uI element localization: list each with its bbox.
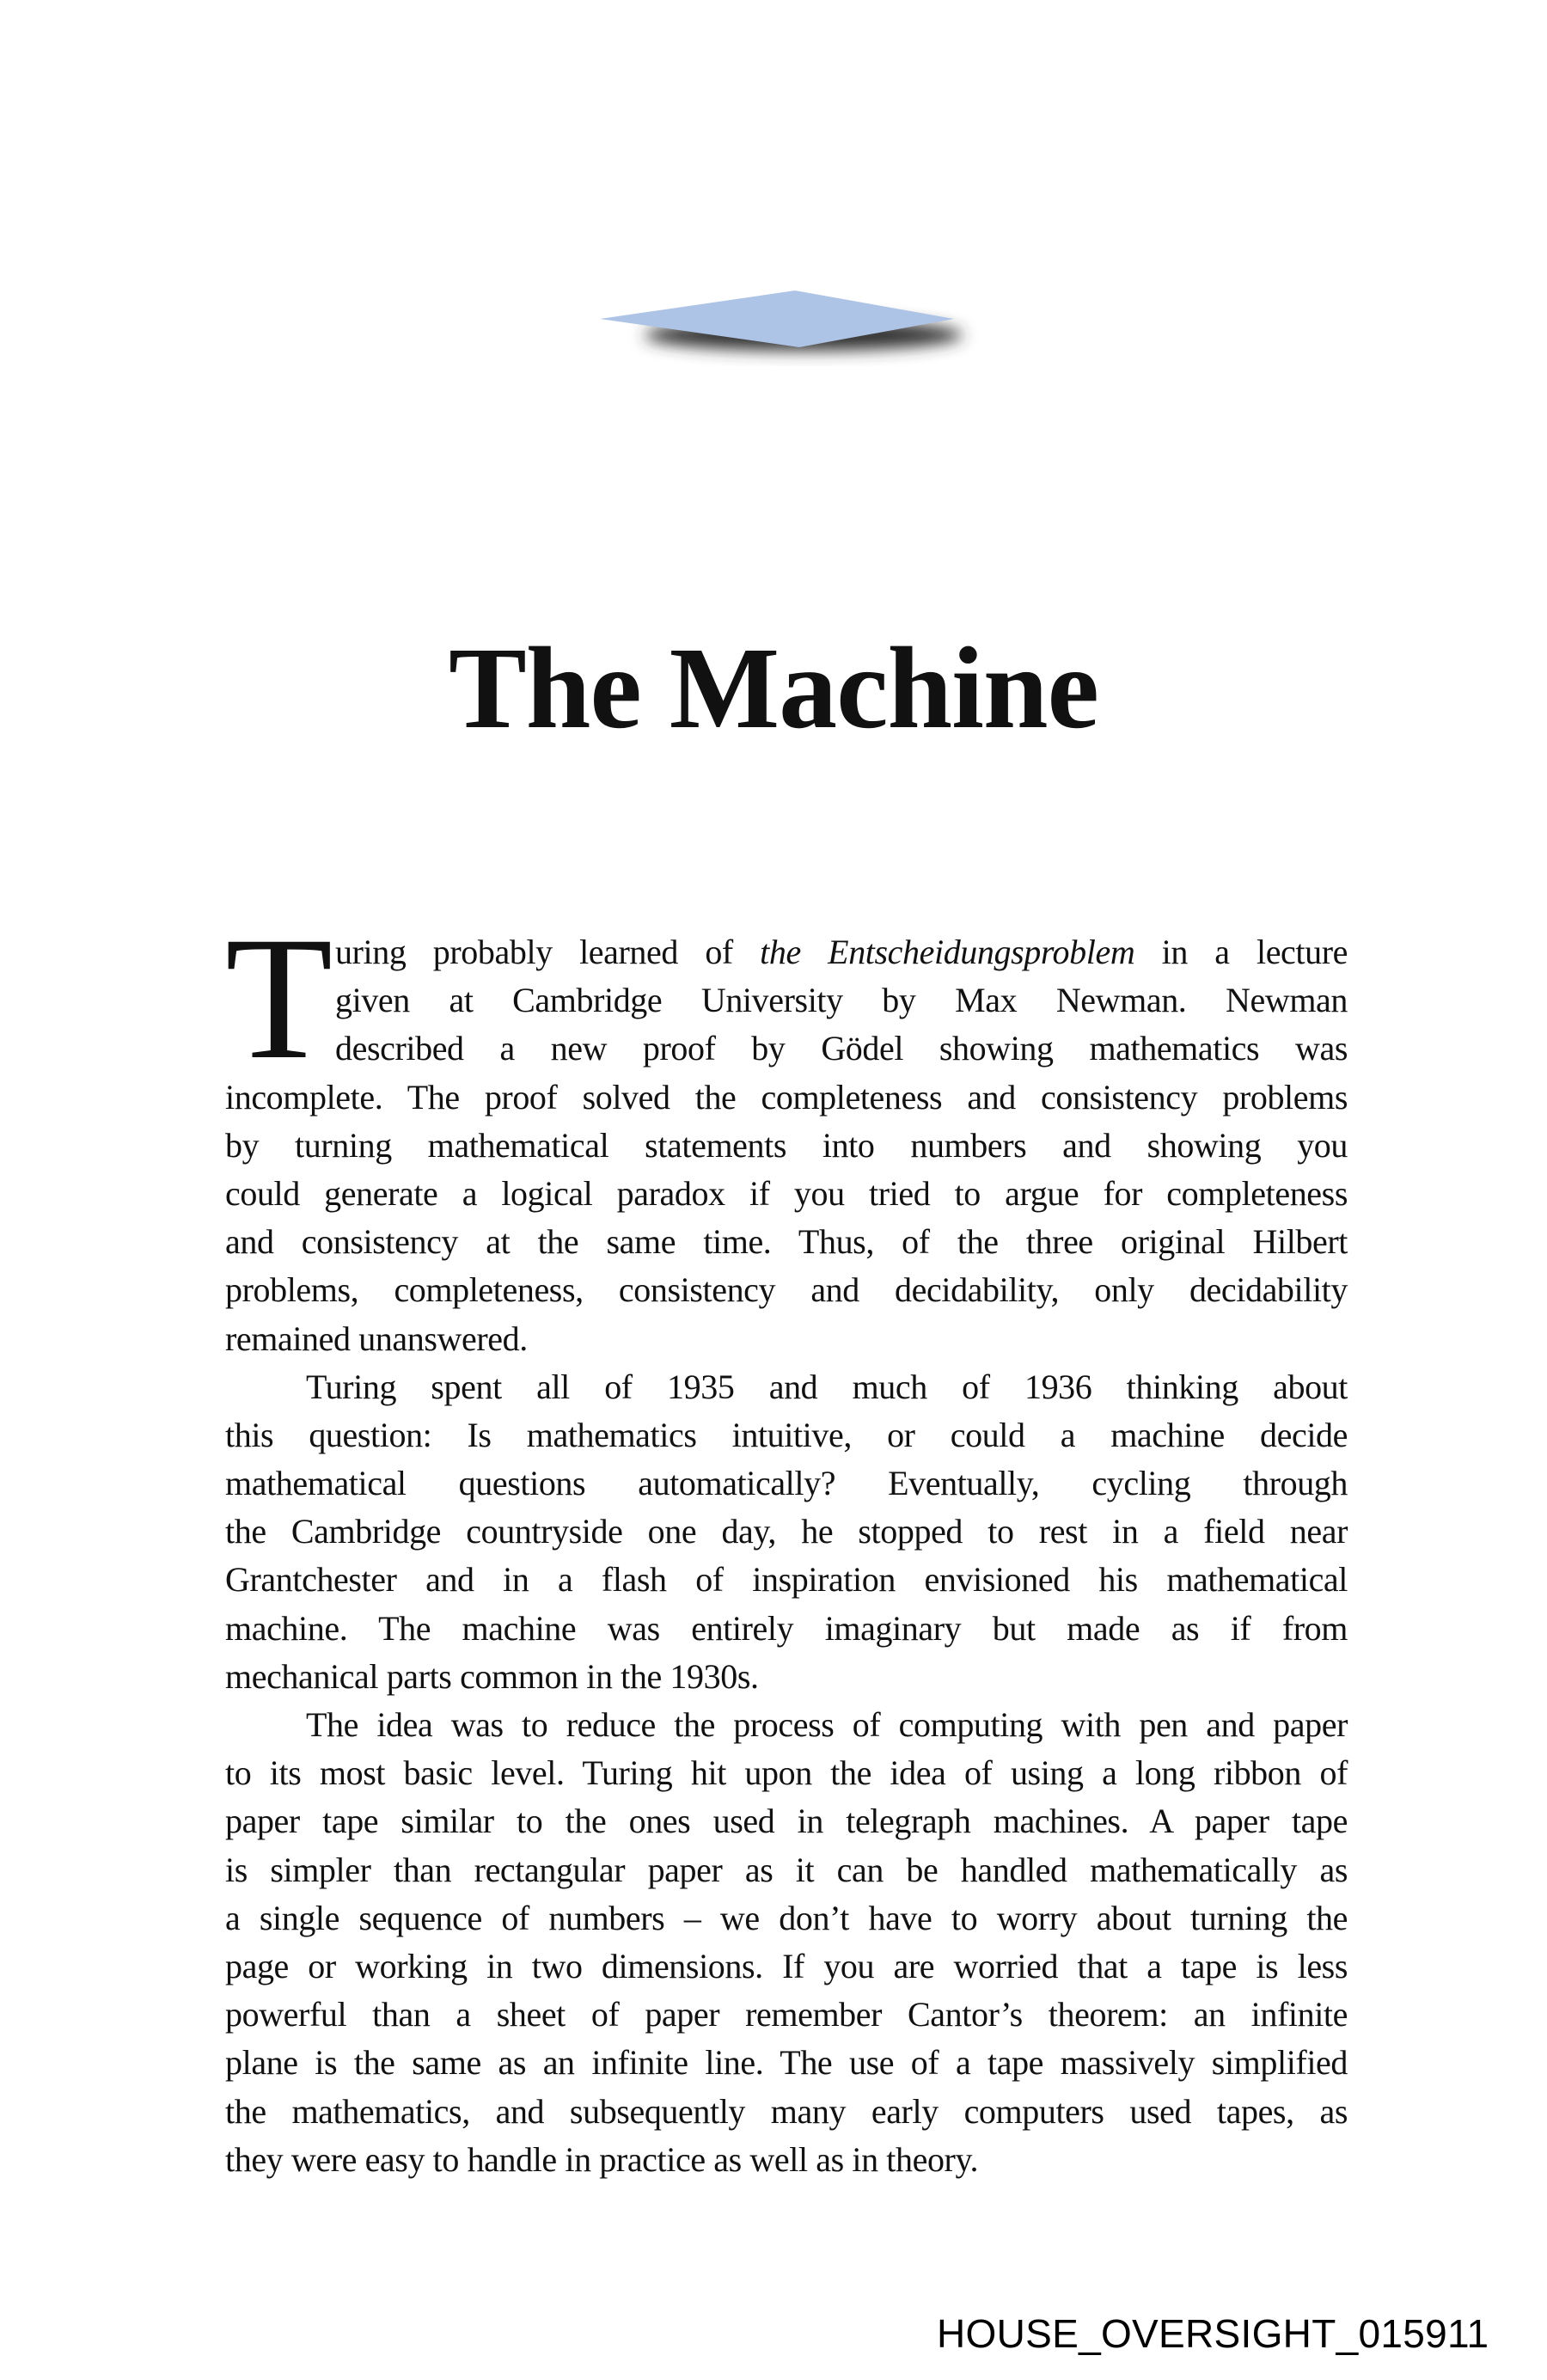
drop-cap: T (225, 901, 333, 1096)
text-line: page or working in two dimensions. If you are worried that a tape is less (225, 1946, 1348, 1985)
text-line: they were easy to handle in practice as well as in theory. (225, 2139, 979, 2179)
text-line: Grantchester and in a flash of inspiration envisioned his mathematical (225, 1560, 1348, 1600)
text-line: the mathematics, and subsequently many early computers used tapes, as (225, 2091, 1348, 2131)
text-line: remained unanswered. (225, 1318, 528, 1358)
text-line: and consistency at the same time. Thus, of the three original Hilbert (225, 1222, 1348, 1262)
text-line: The idea was to reduce the process of computing with pen and paper (306, 1705, 1348, 1744)
text-line: plane is the same as an infinite line. The use of a tape massively simplified (225, 2043, 1348, 2083)
text-line: could generate a logical paradox if you tried to argue for completeness (225, 1173, 1348, 1213)
text-line: mechanical parts common in the 1930s. (225, 1656, 759, 1696)
bates-stamp: HOUSE_OVERSIGHT_015911 (937, 2311, 1489, 2356)
text-line: the Cambridge countryside one day, he stopped to rest in a field near (225, 1512, 1348, 1551)
text-line: given at Cambridge University by Max Newman. Newman (335, 981, 1348, 1020)
text-line: machine. The machine was entirely imaginary but made as if from (225, 1608, 1348, 1648)
text-line: a single sequence of numbers – we don’t have to worry about turning the (225, 1898, 1348, 1937)
text-line: this question: Is mathematics intuitive, or could a machine decide (225, 1415, 1348, 1454)
text-line: problems, completeness, consistency and decidability, only decidability (225, 1270, 1348, 1310)
text-line: by turning mathematical statements into numbers and showing you (225, 1125, 1348, 1165)
text-line: powerful than a sheet of paper remember Cantor’s theorem: an infinite (225, 1995, 1348, 2034)
chapter-title: The Machine (449, 624, 1098, 754)
text-line: uring probably learned of the Entscheidungsproblem in a lecture (335, 933, 1348, 971)
text-line: mathematical questions automatically? Eventually, cycling through (225, 1464, 1348, 1503)
text-line: described a new proof by Gödel showing mathematics was (335, 1029, 1348, 1068)
diamond-ornament-icon (593, 284, 1006, 387)
text-line: incomplete. The proof solved the completeness and consistency problems (225, 1077, 1348, 1117)
text-line: Turing spent all of 1935 and much of 1936 thinking about (306, 1367, 1348, 1406)
text-line: is simpler than rectangular paper as it can be handled mathematically as (225, 1850, 1348, 1889)
text-line: paper tape similar to the ones used in telegraph machines. A paper tape (225, 1802, 1348, 1841)
body-text (225, 901, 1348, 2184)
text-line: to its most basic level. Turing hit upon the idea of using a long ribbon of (225, 1753, 1348, 1793)
